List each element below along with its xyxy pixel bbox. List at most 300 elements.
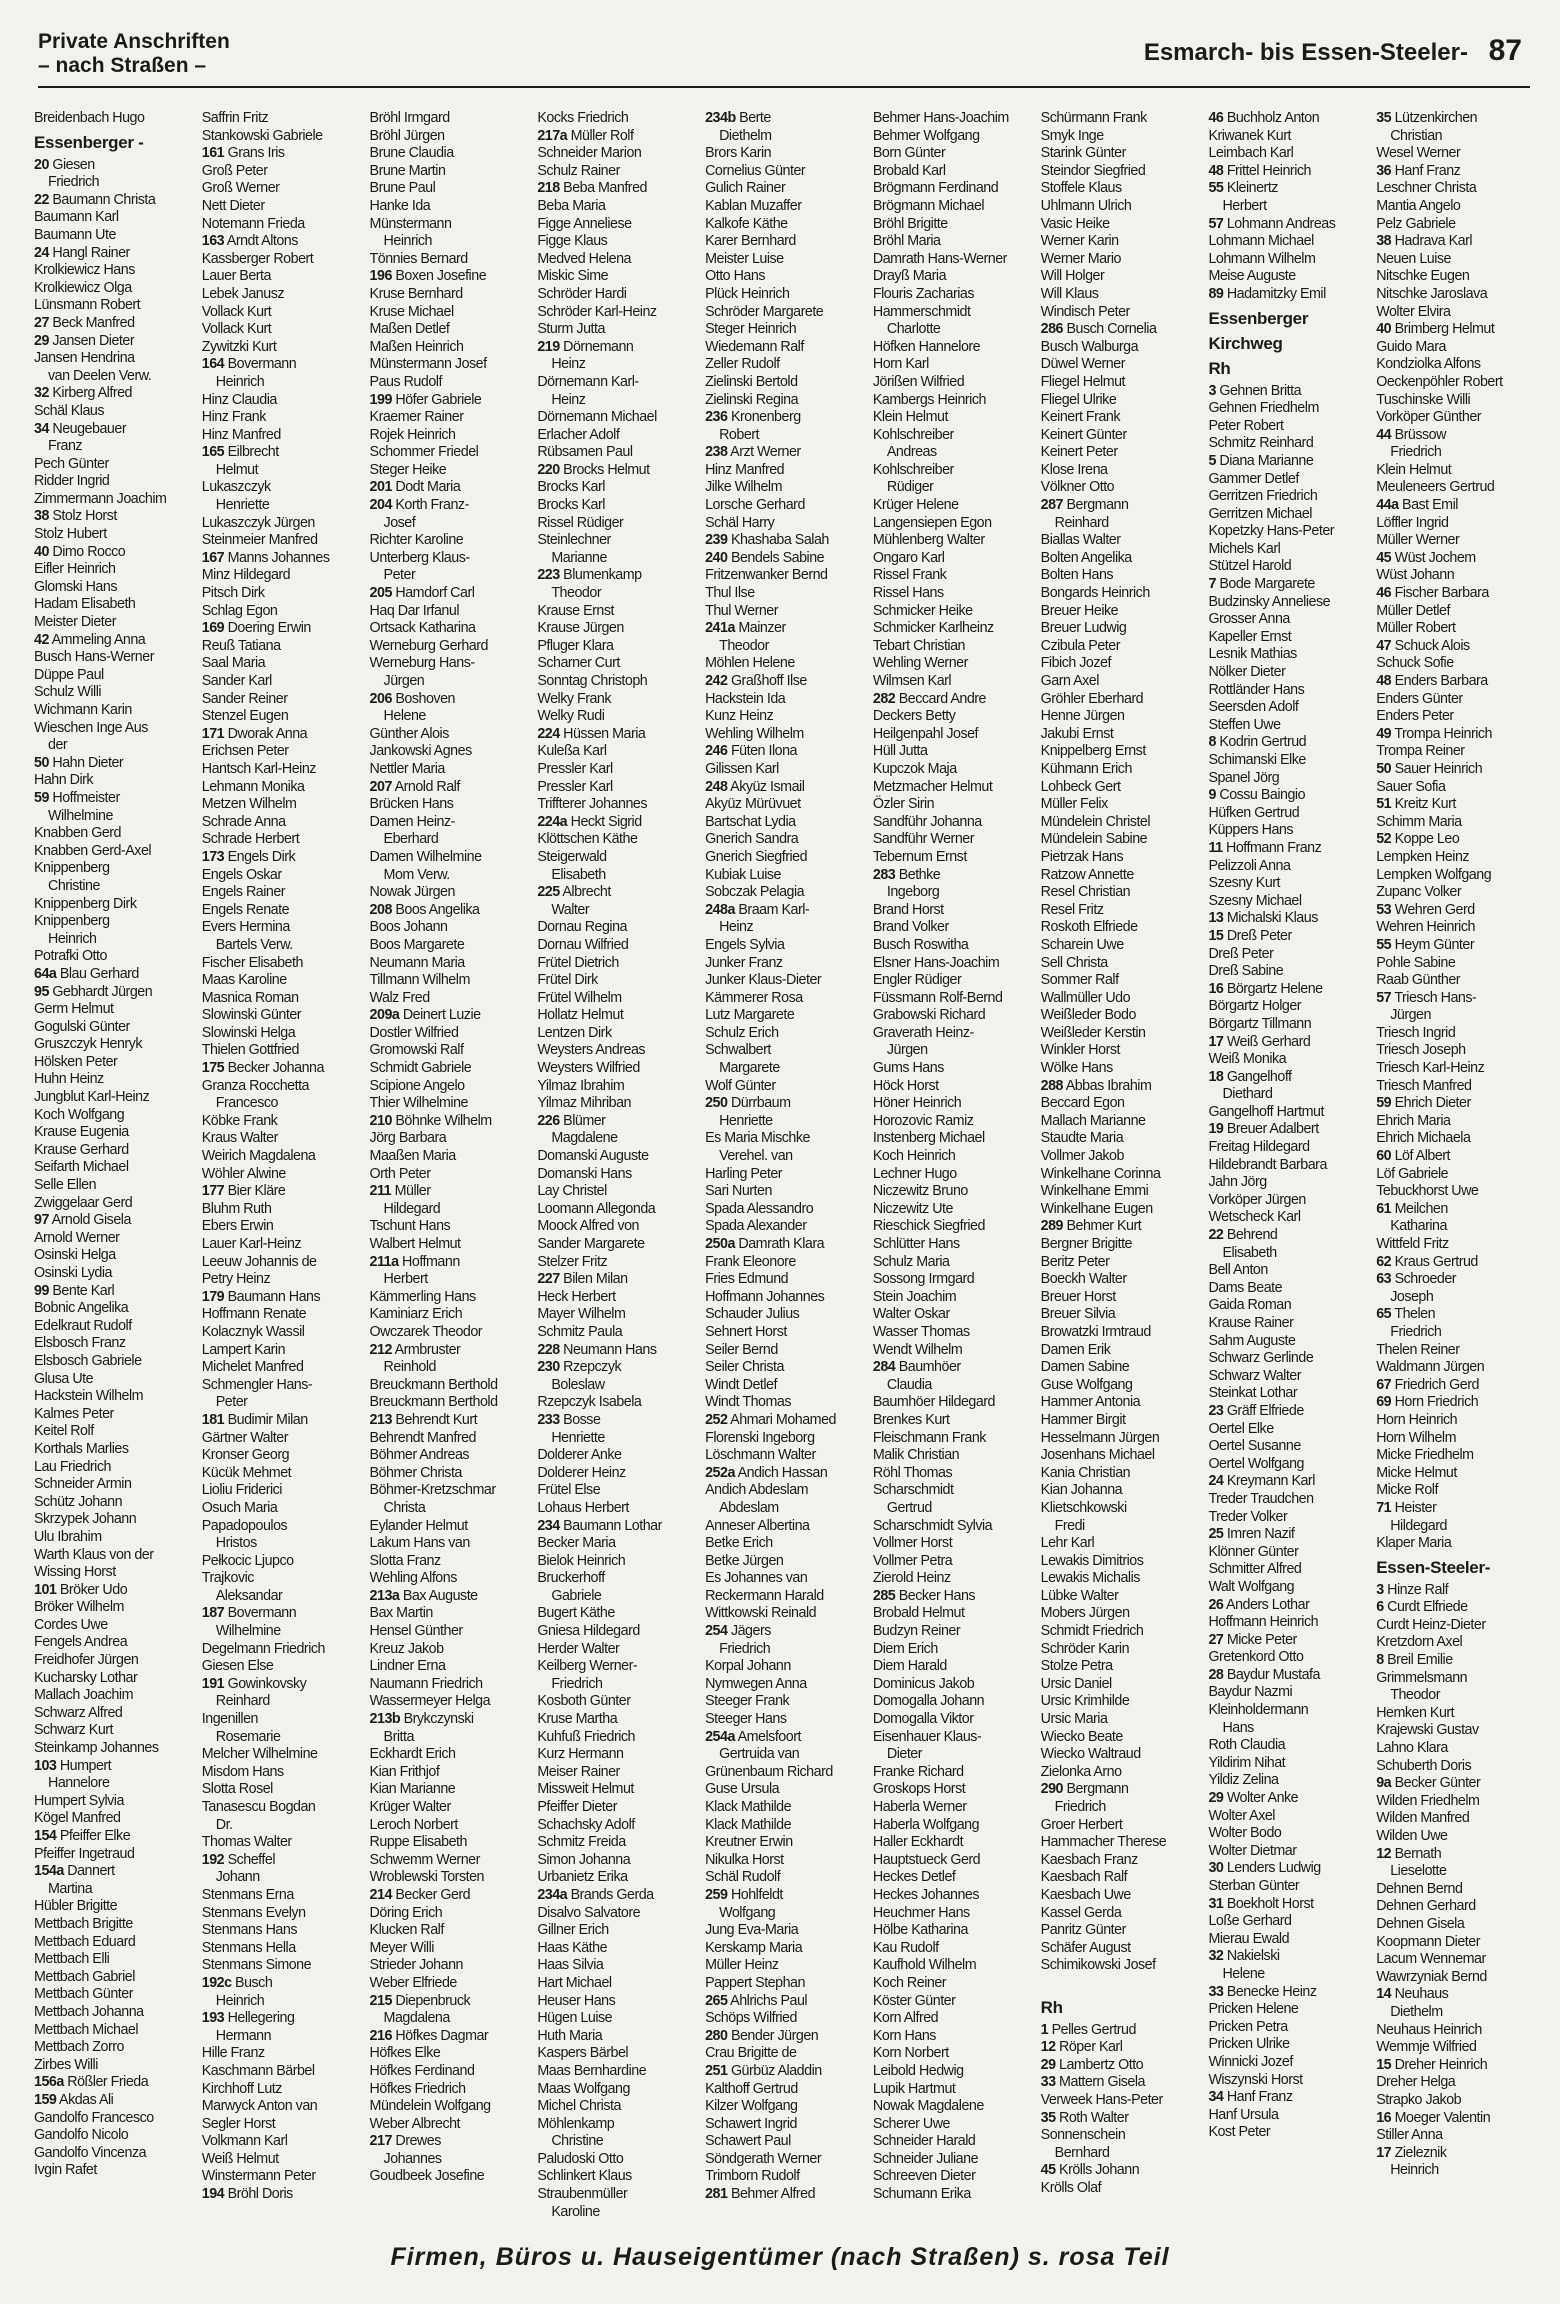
directory-entry: 211 Müller	[369, 1183, 431, 1200]
directory-entry: 99 Bente Karl	[34, 1282, 115, 1299]
directory-entry: Loomann Allegonda	[537, 1200, 656, 1217]
directory-entry: Schulz Erich	[705, 1024, 779, 1041]
directory-entry: Wiedemann Ralf	[705, 338, 804, 355]
directory-entry: Köster Günter	[872, 1992, 956, 2009]
directory-entry: Michels Karl	[1208, 540, 1281, 557]
directory-entry: 23 Gräff Elfriede	[1208, 1402, 1304, 1419]
directory-entry: Frank Eleonore	[705, 1253, 796, 1270]
directory-entry: Kücük Mehmet	[201, 1464, 292, 1481]
directory-entry: Stolz Hubert	[34, 526, 107, 543]
directory-entry: Steinmeier Manfred	[201, 532, 318, 549]
entry-continuation: Joseph	[1390, 1288, 1434, 1305]
directory-entry: Kaesbach Ralf	[1040, 1869, 1128, 1886]
directory-entry: Bröhl Maria	[872, 233, 941, 250]
directory-entry: Klaper Maria	[1376, 1535, 1452, 1552]
directory-entry: Schimikowski Josef	[1040, 1957, 1156, 1974]
directory-entry: 289 Behmer Kurt	[1040, 1218, 1142, 1235]
house-number: 254	[705, 1623, 728, 1640]
directory-entry: Bielok Heinrich	[537, 1552, 626, 1569]
directory-entry: Wemmje Wilfried	[1376, 2039, 1477, 2056]
directory-entry: Zeller Rudolf	[705, 356, 780, 373]
directory-entry: Panritz Günter	[1040, 1922, 1126, 1939]
directory-entry: Naumann Friedrich	[369, 1675, 483, 1692]
directory-entry: Maßen Heinrich	[369, 338, 464, 355]
directory-entry: Hille Franz	[201, 2045, 265, 2062]
entry-continuation: Francesco	[215, 1095, 279, 1112]
directory-entry: Tillmann Wilhelm	[369, 972, 470, 989]
directory-entry: Treder Volker	[1208, 1508, 1288, 1525]
directory-entry: Kopetzky Hans-Peter	[1208, 523, 1335, 540]
house-number: 19	[1208, 1121, 1224, 1138]
directory-entry: Heck Herbert	[537, 1288, 616, 1305]
directory-entry: Oertel Susanne	[1208, 1438, 1301, 1455]
entry-continuation: Walter	[551, 901, 590, 918]
directory-entry: Grosser Anna	[1208, 611, 1290, 628]
directory-entry: 209a Deinert Luzie	[369, 1007, 481, 1024]
entry-continuation: Reinhard	[215, 1693, 270, 1710]
house-number: 11	[1208, 839, 1223, 856]
directory-entry: Nikulka Horst	[705, 1851, 784, 1868]
directory-entry: Weißleder Kerstin	[1040, 1024, 1146, 1041]
directory-entry: Loße Gerhard	[1208, 1913, 1292, 1930]
directory-entry: Yildiz Zelina	[1208, 1772, 1279, 1789]
house-number: 199	[369, 391, 392, 408]
directory-entry: Stenmans Simone	[201, 1957, 312, 1974]
house-number: 46	[1208, 110, 1224, 126]
directory-entry: Miskic Sime	[537, 268, 609, 285]
directory-entry: Nitschke Eugen	[1376, 268, 1470, 285]
directory-entry: Dostler Wilfried	[369, 1024, 459, 1041]
directory-entry: Brune Martin	[369, 162, 446, 179]
directory-entry: Frütel Dietrich	[537, 954, 619, 971]
entry-continuation: Gabriele	[551, 1587, 602, 1604]
directory-entry: Gogulski Günter	[34, 1018, 130, 1035]
entry-continuation: Hildegard	[383, 1200, 441, 1217]
directory-entry: 24 Kreymann Karl	[1208, 1473, 1315, 1490]
entry-continuation: Margarete	[719, 1060, 780, 1077]
entry-continuation: Peter	[215, 1394, 248, 1411]
house-number: 38	[1376, 233, 1392, 250]
house-number: 59	[34, 789, 49, 806]
directory-entry: Niczewitz Bruno	[872, 1183, 968, 1200]
directory-entry: Wöhler Alwine	[201, 1165, 286, 1182]
house-number: 17	[1208, 1033, 1224, 1050]
directory-entry: Hammer Birgit	[1040, 1411, 1126, 1428]
directory-entry: 48 Enders Barbara	[1376, 673, 1488, 689]
directory-entry: Roskoth Elfriede	[1040, 919, 1138, 936]
entry-continuation: Heinrich	[215, 1992, 265, 2009]
directory-entry: 212 Armbruster	[369, 1341, 461, 1358]
directory-entry: Schmitz Reinhard	[1208, 435, 1314, 452]
directory-entry: 5 Diana Marianne	[1208, 452, 1314, 469]
street-heading: Rh	[1040, 1997, 1063, 2017]
directory-entry: 211a Hoffmann	[369, 1253, 460, 1270]
directory-entry: Kassel Gerda	[1040, 1904, 1122, 1921]
house-number: 9	[1208, 787, 1216, 804]
directory-entry: 19 Breuer Adalbert	[1208, 1121, 1319, 1138]
directory-entry: Hemken Kurt	[1376, 1704, 1455, 1721]
directory-entry: Osuch Maria	[201, 1499, 278, 1516]
directory-entry: Kian Johanna	[1040, 1482, 1123, 1499]
directory-entry: Scherer Uwe	[872, 2115, 951, 2132]
directory-entry: Thul Werner	[705, 602, 779, 619]
directory-entry: Budzinsky Anneliese	[1208, 593, 1331, 610]
directory-column-5	[705, 110, 863, 2221]
directory-entry: Pricken Ulrike	[1208, 2036, 1290, 2053]
directory-entry: Werner Mario	[1040, 250, 1121, 267]
directory-entry: 181 Budimir Milan	[201, 1411, 308, 1428]
house-number: 57	[1208, 215, 1224, 232]
directory-entry: 193 Hellegering	[201, 2010, 295, 2027]
directory-entry: Lohaus Herbert	[537, 1499, 629, 1516]
directory-entry: Börgartz Tillmann	[1208, 1015, 1312, 1032]
house-number: 213a	[369, 1587, 400, 1604]
directory-entry: Schäl Rudolf	[705, 1869, 781, 1886]
directory-entry: Josenhans Michael	[1040, 1447, 1155, 1464]
entry-continuation: Ingeborg	[886, 884, 940, 901]
directory-entry: Boos Johann	[369, 919, 448, 936]
directory-column-1	[34, 110, 192, 2221]
directory-entry: Kalmes Peter	[34, 1405, 114, 1422]
directory-entry: Huth Maria	[537, 2027, 603, 2044]
directory-entry: 36 Hanf Franz	[1376, 162, 1461, 179]
entry-continuation: Herbert	[1222, 197, 1267, 214]
directory-entry: 240 Bendels Sabine	[705, 549, 825, 566]
directory-entry: Dams Beate	[1208, 1279, 1283, 1296]
house-number: 29	[1040, 2056, 1056, 2073]
directory-entry: 154 Pfeiffer Elke	[34, 1828, 131, 1844]
directory-entry: Wiszynski Horst	[1208, 2071, 1303, 2088]
house-number: 30	[1208, 1860, 1224, 1877]
house-number: 181	[201, 1411, 225, 1428]
directory-entry: 194 Bröhl Doris	[201, 2186, 293, 2203]
directory-entry: Seifarth Michael	[34, 1159, 129, 1176]
directory-entry: 218 Beba Manfred	[537, 180, 647, 197]
directory-entry: Schwemm Werner	[369, 1851, 480, 1868]
directory-entry: Hammer Antonia	[1040, 1394, 1141, 1411]
directory-entry: 216 Höfkes Dagmar	[369, 2027, 489, 2044]
house-number: 211	[369, 1183, 392, 1200]
entry-continuation: Christine	[48, 877, 100, 894]
directory-entry: 173 Engels Dirk	[201, 848, 296, 865]
directory-entry: Fischer Elisabeth	[201, 954, 303, 971]
directory-entry: Fliegel Ulrike	[1040, 391, 1117, 408]
directory-entry: Frütel Dirk	[537, 972, 598, 989]
directory-entry: 59 Hoffmeister	[34, 789, 120, 806]
directory-entry: 45 Wüst Jochem	[1376, 549, 1476, 566]
directory-entry: Gehnen Friedhelm	[1208, 400, 1319, 417]
directory-entry: Missweit Helmut	[537, 1781, 634, 1798]
directory-entry: Flouris Zacharias	[872, 285, 975, 302]
directory-entry: 191 Gowinkovsky	[201, 1675, 307, 1692]
directory-entry: 50 Hahn Dieter	[34, 754, 124, 771]
directory-entry: Volkmann Karl	[201, 2133, 288, 2150]
house-number: 15	[1376, 2056, 1392, 2073]
entry-continuation: Wolfgang	[719, 1904, 776, 1921]
directory-entry: Krajewski Gustav	[1376, 1722, 1479, 1739]
directory-entry: Scharner Curt	[537, 655, 620, 672]
directory-entry: Sander Margarete	[537, 1236, 645, 1252]
directory-entry: Brune Paul	[369, 180, 436, 197]
directory-entry: Granza Rocchetta	[201, 1077, 309, 1094]
directory-entry: Dehnen Gisela	[1376, 1915, 1465, 1932]
directory-entry: Germ Helmut	[34, 1001, 114, 1018]
directory-column-4	[537, 110, 695, 2221]
directory-entry: Pelizzoli Anna	[1208, 857, 1291, 874]
directory-entry: Kunz Heinz	[705, 708, 774, 725]
house-number: 7	[1208, 576, 1216, 593]
directory-entry: Lünsmann Robert	[34, 297, 141, 314]
directory-entry: Lohmann Wilhelm	[1208, 250, 1316, 267]
directory-entry: Seiler Christa	[705, 1359, 784, 1376]
directory-entry: Schmicker Heike	[872, 602, 973, 619]
directory-entry: Vollmer Jakob	[1040, 1148, 1124, 1165]
directory-entry: Pech Günter	[34, 455, 109, 472]
directory-entry: Kruse Martha	[537, 1711, 618, 1728]
directory-entry: Meister Dieter	[34, 614, 116, 631]
directory-entry: Kerskamp Maria	[705, 1939, 803, 1956]
directory-entry: 35 Roth Walter	[1040, 2109, 1129, 2126]
directory-entry: Frütel Wilhelm	[537, 989, 622, 1006]
directory-entry: Diem Harald	[872, 1658, 947, 1675]
directory-entry: Welky Frank	[537, 690, 612, 707]
directory-entry: Schneider Armin	[34, 1476, 132, 1493]
house-number: 217	[369, 2133, 392, 2150]
directory-entry: Guse Wolfgang	[1040, 1376, 1133, 1393]
directory-entry: Slowinski Helga	[201, 1024, 296, 1041]
directory-entry: Haq Dar Irfanul	[369, 602, 459, 619]
directory-entry: Lechner Hugo	[872, 1165, 957, 1182]
entry-continuation: Dr.	[215, 1816, 233, 1833]
directory-entry: Weysters Andreas	[537, 1042, 646, 1059]
directory-entry: Michel Christa	[537, 2098, 621, 2115]
directory-entry: Neuhaus Heinrich	[1376, 2021, 1482, 2038]
directory-entry: 164 Bovermann	[201, 356, 297, 373]
directory-entry: Reckermann Harald	[705, 1587, 824, 1604]
entry-continuation: Christa	[383, 1499, 426, 1516]
directory-entry: Korn Norbert	[872, 2045, 949, 2062]
house-number: 226	[537, 1112, 560, 1129]
directory-entry: Kupczok Maja	[872, 760, 957, 777]
directory-entry: Klack Mathilde	[705, 1816, 792, 1833]
directory-entry: Steinlechner	[537, 532, 611, 549]
directory-entry: Lacum Wennemar	[1376, 1951, 1486, 1968]
entry-continuation: Diethelm	[719, 127, 772, 144]
house-number: 60	[1376, 1148, 1392, 1165]
directory-entry: Wilmsen Karl	[872, 673, 952, 689]
house-number: 216	[369, 2027, 392, 2044]
entry-continuation: Friedrich	[48, 174, 100, 191]
house-number: 32	[34, 385, 49, 402]
directory-entry: Kost Peter	[1208, 2124, 1271, 2141]
directory-entry: Moock Alfred von	[537, 1218, 639, 1235]
footer-note: Firmen, Büros u. Hauseigentümer (nach Straßen) s. rosa Teil	[390, 2243, 1170, 2271]
directory-entry: 217 Drewes	[369, 2133, 441, 2150]
directory-entry: Nölker Dieter	[1208, 664, 1286, 681]
directory-entry: Krause Eugenia	[34, 1124, 129, 1141]
entry-continuation: Heinrich	[48, 930, 97, 947]
house-number: 206	[369, 690, 392, 707]
directory-entry: Schrade Herbert	[201, 831, 300, 848]
directory-entry: Triesch Joseph	[1376, 1042, 1466, 1059]
directory-entry: Harling Peter	[705, 1165, 783, 1182]
directory-entry: Hadam Elisabeth	[34, 596, 136, 613]
directory-entry: Werneburg Gerhard	[369, 637, 488, 654]
directory-entry: 213b Brykczynski	[369, 1711, 474, 1728]
directory-column-9	[1376, 110, 1534, 2221]
directory-entry: 14 Neuhaus	[1376, 1986, 1449, 2003]
directory-entry: 15 Dreß Peter	[1208, 927, 1292, 944]
directory-entry: 8 Breil Emilie	[1376, 1652, 1453, 1669]
directory-entry: Lahno Klara	[1376, 1740, 1448, 1757]
directory-entry: Füssmann Rolf-Bernd	[872, 989, 1003, 1006]
directory-entry: 12 Röper Karl	[1040, 2039, 1123, 2056]
directory-entry: Hammerschmidt	[872, 303, 971, 320]
directory-entry: Schröder Hardi	[537, 285, 627, 302]
entry-continuation: Elisabeth	[551, 866, 606, 883]
directory-entry: 163 Arndt Altons	[201, 233, 298, 250]
directory-entry: Tanasescu Bogdan	[201, 1799, 316, 1815]
directory-entry: Leschner Christa	[1376, 180, 1477, 197]
directory-entry: Rissel Frank	[872, 567, 947, 584]
directory-entry: Welky Rudi	[537, 708, 605, 725]
directory-entry: Papadopoulos	[201, 1517, 288, 1534]
directory-entry: Edelkraut Rudolf	[34, 1317, 132, 1334]
directory-entry: Spada Alessandro	[705, 1200, 814, 1217]
directory-entry: Straubenmüller	[537, 2186, 628, 2203]
directory-entry: Thul Ilse	[705, 585, 755, 602]
directory-entry: Erichsen Peter	[201, 743, 289, 760]
directory-entry: Oertel Wolfgang	[1208, 1455, 1304, 1472]
directory-entry: Löschmann Walter	[705, 1447, 816, 1464]
entry-continuation: Helene	[383, 708, 426, 725]
directory-entry: Stein Joachim	[872, 1288, 957, 1305]
directory-entry: 210 Böhnke Wilhelm	[369, 1112, 492, 1129]
directory-entry: 20 Giesen	[34, 156, 95, 173]
directory-entry: Schrade Anna	[201, 813, 286, 830]
directory-entry: Glomski Hans	[34, 578, 117, 595]
directory-entry: 62 Kraus Gertrud	[1376, 1253, 1478, 1270]
directory-entry: Boeckh Walter	[1040, 1271, 1127, 1288]
entry-continuation: Elisabeth	[1222, 1244, 1277, 1261]
directory-entry: Münstermann Josef	[369, 356, 487, 373]
directory-entry: Figge Anneliese	[537, 215, 632, 232]
directory-entry: Schumann Erika	[872, 2186, 971, 2203]
entry-continuation: Claudia	[886, 1376, 932, 1393]
directory-entry: Kalthoff Gertrud	[705, 2080, 798, 2097]
directory-entry: Kosboth Günter	[537, 1693, 631, 1710]
directory-entry: Brobald Karl	[872, 162, 946, 179]
directory-entry: Höner Heinrich	[872, 1095, 962, 1112]
directory-entry: Szesny Michael	[1208, 892, 1302, 909]
entry-continuation: Aleksandar	[215, 1587, 283, 1604]
directory-entry: Gums Hans	[872, 1060, 944, 1077]
directory-entry: 227 Bilen Milan	[537, 1271, 628, 1288]
directory-entry: 1 Pelles Gertrud	[1040, 2021, 1136, 2038]
directory-entry: Tönnies Bernard	[369, 250, 468, 267]
directory-entry: Oertel Elke	[1208, 1420, 1274, 1437]
directory-column-2	[202, 110, 360, 2221]
directory-entry: Schimanski Elke	[1208, 752, 1306, 768]
directory-entry: Wehling Alfons	[369, 1570, 457, 1587]
directory-entry: Curdt Heinz-Dieter	[1376, 1616, 1486, 1633]
house-number: 44	[1376, 426, 1392, 443]
directory-entry: Knabben Gerd	[34, 825, 121, 842]
directory-entry: Zimmermann Joachim	[34, 490, 167, 507]
directory-entry: Hanke Ida	[369, 197, 431, 214]
directory-entry: Lohmann Michael	[1208, 233, 1314, 250]
directory-entry: Rieschick Siegfried	[872, 1218, 985, 1235]
directory-entry: Sonnenschein	[1040, 2127, 1126, 2144]
house-number: 59	[1376, 1095, 1392, 1112]
house-number: 250	[705, 1095, 728, 1112]
directory-entry: Wilden Friedhelm	[1376, 1792, 1480, 1809]
directory-entry: Schwarz Gerlinde	[1208, 1350, 1314, 1367]
directory-entry: Budzyn Reiner	[872, 1623, 961, 1640]
directory-entry: Jilke Wilhelm	[705, 479, 783, 496]
directory-entry: Elsbosch Gabriele	[34, 1352, 142, 1369]
house-number: 241a	[705, 620, 735, 637]
directory-entry: Schneider Juliane	[872, 2150, 979, 2167]
house-number: 236	[705, 409, 728, 426]
directory-entry: Strieder Johann	[369, 1957, 463, 1974]
house-number: 13	[1208, 910, 1224, 927]
directory-entry: Völkner Otto	[1040, 479, 1115, 496]
directory-entry: Dörnemann Michael	[537, 409, 657, 426]
directory-entry: Schulz Willi	[34, 684, 102, 701]
directory-entry: Figge Klaus	[537, 233, 608, 250]
directory-entry: Scharschmidt Sylvia	[872, 1517, 993, 1534]
directory-entry: Eylander Helmut	[369, 1517, 468, 1534]
house-number: 215	[369, 1992, 392, 2009]
directory-entry: Tuschinske Willi	[1376, 391, 1471, 408]
house-number: 159	[34, 2091, 57, 2108]
directory-entry: Schürmann Frank	[1040, 110, 1147, 126]
directory-entry: Küppers Hans	[1208, 822, 1294, 839]
directory-entry: Schuck Sofie	[1376, 655, 1454, 672]
entry-continuation: Charlotte	[886, 321, 941, 338]
directory-entry: Köbke Frank	[201, 1112, 278, 1129]
directory-entry: 101 Bröker Udo	[34, 1581, 128, 1598]
directory-entry: Thielen Gottfried	[201, 1042, 299, 1059]
directory-entry: Crau Brigitte de	[705, 2045, 797, 2062]
directory-entry: Münstermann	[369, 215, 452, 232]
directory-entry: Bröhl Irmgard	[369, 110, 450, 126]
directory-entry: Rissel Hans	[872, 585, 944, 602]
directory-entry: Börgartz Holger	[1208, 998, 1302, 1015]
directory-entry: Busch Roswitha	[872, 936, 969, 953]
directory-entry: 13 Michalski Klaus	[1208, 910, 1318, 927]
house-number: 45	[1040, 2162, 1056, 2179]
house-number: 233	[537, 1411, 560, 1428]
directory-entry: Jansen Hendrina	[34, 350, 135, 367]
entry-continuation: Marianne	[551, 549, 607, 566]
directory-entry: Maas Karoline	[201, 972, 287, 989]
directory-entry: Mettbach Eduard	[34, 1933, 136, 1950]
house-number: 62	[1376, 1253, 1392, 1270]
directory-entry: Spanel Jörg	[1208, 769, 1280, 786]
directory-entry: Tebernum Ernst	[872, 848, 967, 865]
directory-entry: Nitschke Jaroslava	[1376, 285, 1488, 302]
house-number: 169	[201, 620, 225, 637]
house-number: 16	[1208, 980, 1224, 997]
directory-entry: Bolten Angelika	[1040, 549, 1132, 566]
directory-entry: 250 Dürrbaum	[705, 1095, 791, 1112]
directory-entry: Kämmerling Hans	[369, 1288, 476, 1305]
directory-entry: 281 Behmer Alfred	[705, 2186, 816, 2203]
directory-entry: Hinz Manfred	[705, 461, 785, 478]
directory-entry: Schneider Harald	[872, 2133, 976, 2150]
